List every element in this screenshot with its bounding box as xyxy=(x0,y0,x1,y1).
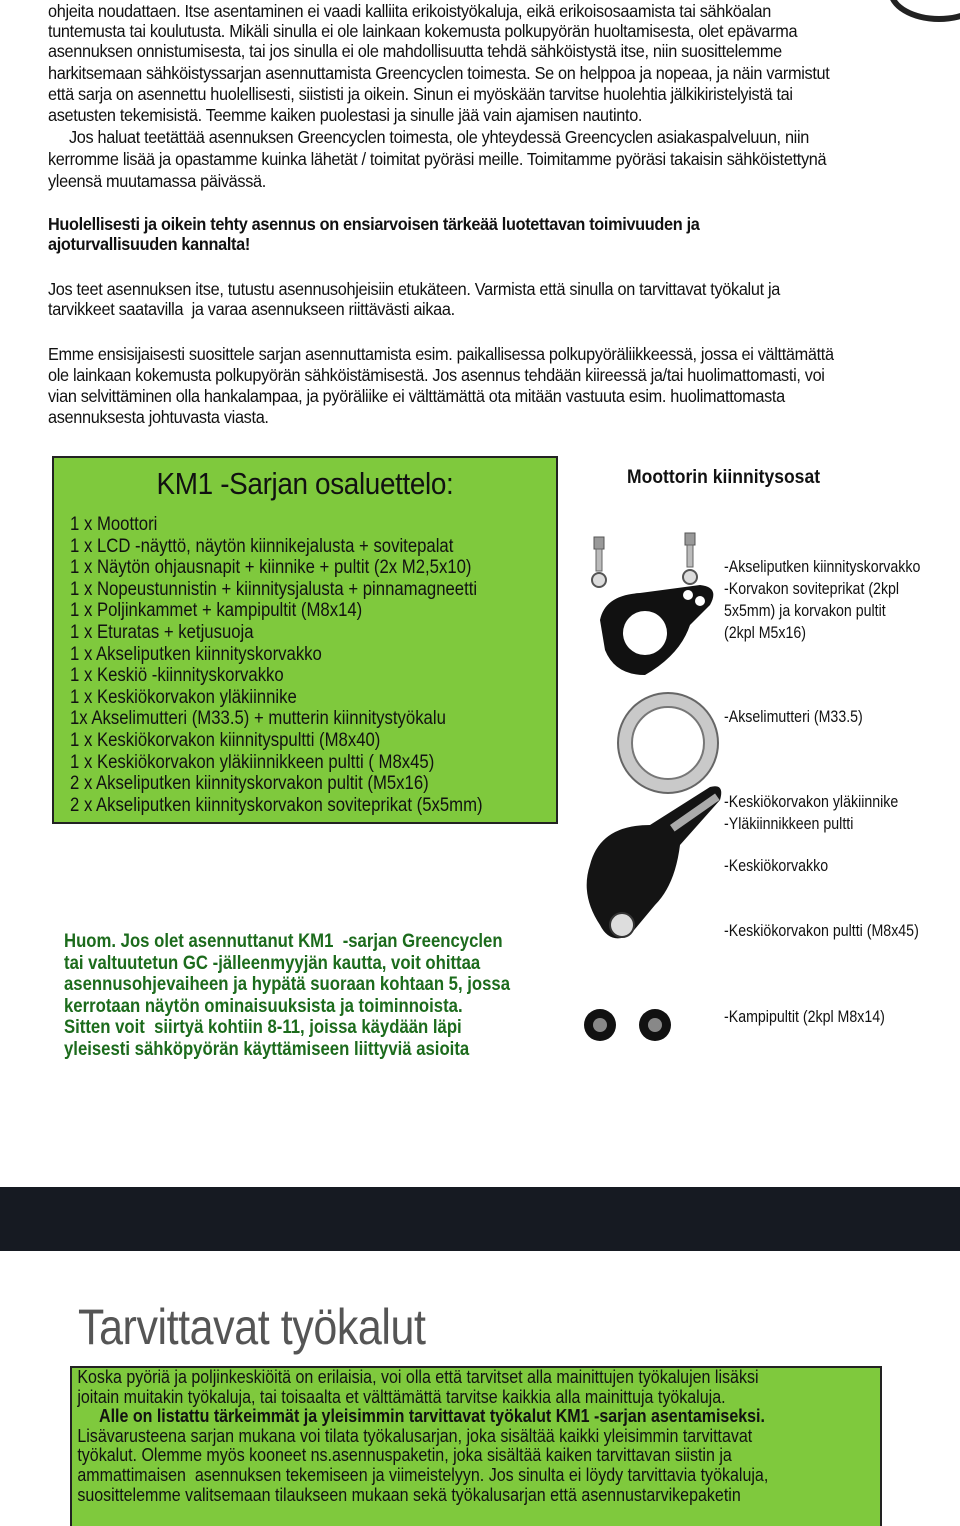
warning-line: ajoturvallisuuden kannalta! xyxy=(48,234,250,254)
list-item: 1 x Keskiö -kiinnityskorvakko xyxy=(70,665,284,687)
intro-line: että sarja on asennettu huolellisesti, siististi ja oikein. Sinun ei myöskään tarvitse huolehtia jälkikiristelyistä tai xyxy=(48,84,793,104)
shop-line: ole lainkaan kokemusta polkupyörän sähköistämisestä. Jos asennus tehdään kiireessä ja/tai huolimattomasti, voi xyxy=(48,365,825,385)
prep-line: tarvikkeet saatavilla ja varaa asennukseen riittävästi aikaa. xyxy=(48,299,455,319)
list-item: 1 x Keskiökorvakon yläkiinnike xyxy=(70,686,297,708)
tools-line: Koska pyöriä ja poljinkeskiöitä on erilaisia, voi olla että tarvitset alla mainittujen työkalujen lisäksi xyxy=(77,1367,759,1387)
shop-line: Emme ensisijaisesti suosittele sarjan asennuttamista esim. paikallisessa polkupyöräliikkeessä, jossa ei välttämättä xyxy=(48,344,834,364)
list-item: 1 x Nopeustunnistin + kiinnitysjalusta + pinnamagneetti xyxy=(70,578,478,600)
tools-line: suosittelemme valitsemaan tilaukseen mukaan sekä työkalusarjan että asennustarvikepaketin xyxy=(77,1484,741,1505)
note-line: Huom. Jos olet asennuttanut KM1 -sarjan Greencyclen xyxy=(64,931,503,952)
bracket-label: -Akseliputken kiinnityskorvakko xyxy=(724,558,921,576)
bb-bolt-label: -Keskiökorvakon pultti (M8x45) xyxy=(724,922,919,940)
bb-bracket-label: -Keskiökorvakko xyxy=(724,857,829,875)
upper-bolt-label: -Yläkiinnikkeen pultti xyxy=(724,815,854,833)
note-line: yleisesti sähköpyörän käyttämiseen liittyviä asioita xyxy=(64,1038,470,1060)
mounting-parts-title: Moottorin kiinnitysosat xyxy=(627,466,821,488)
note-line: Sitten voit siirtyä kohtiin 8-11, joissa käydään läpi xyxy=(64,1017,462,1038)
note-line: kerrotaan näytön ominaisuuksista ja toiminnoista. xyxy=(64,995,463,1017)
intro-line: ohjeita noudattaen. Itse asentaminen ei vaadi kalliita erikoistyökaluja, eikä erikoisosaamista tai sähköalan xyxy=(48,1,771,21)
list-item: 2 x Akseliputken kiinnityskorvakon pultit (M5x16) xyxy=(70,773,429,795)
bracket-label: 5x5mm) ja korvakon pultit xyxy=(724,602,886,620)
nut-label: -Akselimutteri (M33.5) xyxy=(724,708,863,726)
note-line: tai valtuutetun GC -jälleenmyyjän kautta, voit ohittaa xyxy=(64,952,481,974)
intro-line: asennuksen onnistumisesta, tai jos sinulla ei ole mahdollisuutta tehdä sähköistystä itse, niin suosittelemme xyxy=(48,41,782,61)
intro-line: harkitsemaan sähköistyssarjan asennuttamista Greencyclen toimesta. Se on helppoa ja nopeaa, ja näin varmistut xyxy=(48,63,830,83)
bb-bracket-icon xyxy=(587,786,722,938)
tools-line: työkalut. Olemme myös kooneet ns.asennuspaketin, joka sisältää kaiken tarvittavan siistin ja xyxy=(77,1445,732,1466)
list-item: 1 x Keskiökorvakon yläkiinnikkeen pultti ( M8x45) xyxy=(70,751,435,773)
prep-line: Jos teet asennuksen itse, tutustu asennusohjeisiin etukäteen. Varmista että sinulla on tarvittavat työkalut ja xyxy=(48,279,780,299)
shop-line: vian selvittäminen olla hankalampaa, ja pyöräliike ei välttämättä ota mitään vastuuta esim. huolimattomasta xyxy=(48,386,785,406)
parts-list xyxy=(70,514,563,816)
tools-line: Alle on listattu tärkeimmät ja yleisimmin tarvittavat työkalut KM1 -sarjan asentamiseksi. xyxy=(77,1406,765,1427)
tools-line: Lisävarusteena sarjan mukana voi tilata työkalusarjan, joka sisältää kaikki yleisimmin tarvittavat xyxy=(77,1425,753,1446)
list-item: 1 x Näytön ohjausnapit + kiinnike + pultit (2x M2,5x10) xyxy=(70,557,472,579)
upper-mount-label: -Keskiökorvakon yläkiinnike xyxy=(724,793,899,811)
list-item: 1 x Poljinkammet + kampipultit (M8x14) xyxy=(70,600,363,622)
tools-line: joitain muitakin työkaluja, tai toisaalta et välttämättä tarvitse kaikkia alla mainittuja työkaluja. xyxy=(77,1386,726,1407)
kit-title: KM1 -Sarjan osaluettelo: xyxy=(156,466,454,501)
intro-line: asetusten tekemisistä. Teemme kaiken puolestasi ja sinulle jää vain ajamisen nautinto. xyxy=(48,105,643,125)
warning-line: Huolellisesti ja oikein tehty asennus on ensiarvoisen tärkeää luotettavan toimivuuden ja xyxy=(48,214,700,234)
crank-bolt-icon xyxy=(584,1009,671,1041)
note-line: asennusohjevaiheen ja hypätä suoraan kohtaan 5, jossa xyxy=(64,974,511,995)
tools-line: ammattimaisen asennuksen tekemiseen ja viimeistelyyn. Jos sinulta ei löydy tarvittavia työkaluja, xyxy=(77,1464,769,1485)
downtube-bracket-icon xyxy=(600,585,713,675)
shop-line: asennuksesta johtuvasta viasta. xyxy=(48,407,269,427)
intro-line: Jos haluat teetättää asennuksen Greencyclen toimesta, ole yhteydessä Greencyclen asiakaspalveluun, niin xyxy=(48,127,809,147)
list-item: 1 x Moottori xyxy=(70,514,158,535)
crank-bolt-label: -Kampipultit (2kpl M8x14) xyxy=(724,1008,885,1026)
intro-line: kerromme lisää ja opastamme kuinka lähetät / toimitat pyöräsi meille. Toimitamme pyöräsi takaisin sähköistettynä xyxy=(48,149,827,169)
intro-line: tuntemusta tai koulutusta. Mikäli sinulla ei ole lainkaan kokemusta polkupyörän huoltamisesta, olet epävarma xyxy=(48,21,798,41)
list-item: 1x Akselimutteri (M33.5) + mutterin kiinnitystyökalu xyxy=(70,708,446,730)
tools-box xyxy=(70,1366,882,1526)
list-item: 1 x Eturatas + ketjusuoja xyxy=(70,621,254,643)
bolt-icon xyxy=(594,533,695,571)
mounting-parts-illustration xyxy=(560,525,730,1065)
tools-title: Tarvittavat työkalut xyxy=(78,1299,426,1355)
page-divider xyxy=(0,1187,960,1251)
list-item: 1 x Akseliputken kiinnityskorvakko xyxy=(70,643,322,665)
list-item: 1 x Keskiökorvakon kiinnityspultti (M8x40) xyxy=(70,729,381,751)
intro-line: yleensä muutamassa päivässä. xyxy=(48,171,266,191)
installation-note xyxy=(64,931,539,1060)
list-item: 1 x LCD -näyttö, näytön kiinnikejalusta + sovitepalat xyxy=(70,535,454,557)
axle-nut-icon xyxy=(618,693,718,793)
bracket-label: (2kpl M5x16) xyxy=(724,624,807,642)
bracket-label: -Korvakon soviteprikat (2kpl xyxy=(724,580,900,598)
washer-icon xyxy=(592,570,697,587)
kit-parts-box xyxy=(52,456,558,824)
list-item: 2 x Akseliputken kiinnityskorvakon soviteprikat (5x5mm) xyxy=(70,794,483,816)
